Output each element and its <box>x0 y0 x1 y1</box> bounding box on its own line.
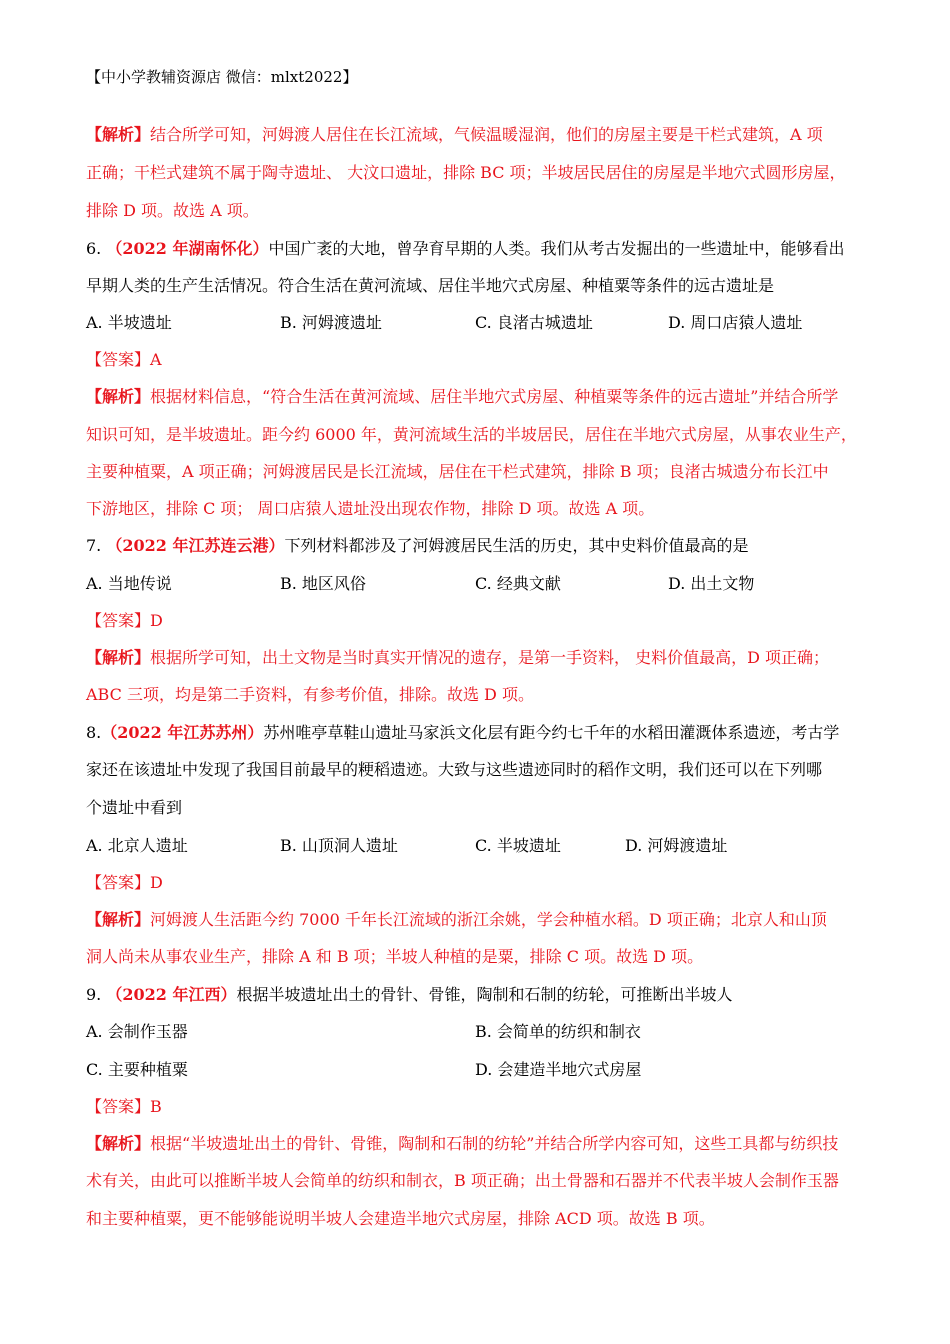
analysis-line: 下游地区，排除 C 项； 周口店猿人遗址没出现农作物，排除 D 项。故选 A 项。 <box>86 499 655 518</box>
analysis-tag: 【解析】 <box>86 1134 151 1153</box>
analysis-line: 【解析】根据“半坡遗址出土的骨针、骨锥，陶制和石制的纺轮”并结合所学内容可知，这些工具都与纺织技 <box>86 1134 839 1153</box>
option-d: D. 周口店猿人遗址 <box>668 313 803 332</box>
option-d: D. 河姆渡遗址 <box>625 836 728 855</box>
option-a: A. 当地传说 <box>86 574 172 593</box>
analysis-line: 【解析】根据所学可知，出土文物是当时真实开情况的遗存，是第一手资料， 史料价值最高，D 项正确； <box>86 648 830 667</box>
option-b: B. 地区风俗 <box>280 574 366 593</box>
answer: 【答案】D <box>86 873 163 892</box>
analysis-line: 【解析】根据材料信息，“符合生活在黄河流域、居住半地穴式房屋、种植粟等条件的远古遗址”并结合所学 <box>86 387 839 406</box>
analysis-tag: 【解析】 <box>86 387 151 406</box>
question-6-stem-cont: 早期人类的生产生活情况。符合生活在黄河流域、居住半地穴式房屋、种植粟等条件的远古遗址是 <box>86 276 775 295</box>
option-a: A. 半坡遗址 <box>86 313 172 332</box>
question-7-stem: 7. （2022 年江苏连云港）下列材料都涉及了河姆渡居民生活的历史，其中史料价值最高的是 <box>86 536 749 555</box>
question-source: （2022 年湖南怀化） <box>106 239 269 258</box>
analysis-line: 【解析】结合所学可知，河姆渡人居住在长江流域，气候温暖湿润，他们的房屋主要是干栏式建筑，A 项 <box>86 125 823 144</box>
answer: 【答案】D <box>86 611 163 630</box>
analysis-line: 主要种植粟，A 项正确；河姆渡居民是长江流域，居住在干栏式建筑，排除 B 项；良渚古城遗分布长江中 <box>86 462 829 481</box>
analysis-line: 术有关，由此可以推断半坡人会简单的纺织和制衣，B 项正确；出土骨器和石器并不代表半坡人会制作玉器 <box>86 1171 839 1190</box>
answer: 【答案】B <box>86 1097 162 1116</box>
question-8-stem-cont: 家还在该遗址中发现了我国目前最早的粳稻遗迹。大致与这些遗迹同时的稻作文明，我们还可以在下列哪 <box>86 760 823 779</box>
page-header: 【中小学教辅资源店 微信：mlxt2022】 <box>86 68 358 86</box>
question-8-stem-cont: 个遗址中看到 <box>86 798 183 817</box>
option-c: C. 良渚古城遗址 <box>475 313 593 332</box>
option-b: B. 山顶洞人遗址 <box>280 836 398 855</box>
analysis-line: 和主要种植粟，更不能够能说明半坡人会建造半地穴式房屋，排除 ACD 项。故选 B 项。 <box>86 1209 715 1228</box>
analysis-line: 【解析】河姆渡人生活距今约 7000 千年长江流域的浙江余姚，学会种植水稻。D 项正确；北京人和山顶 <box>86 910 827 929</box>
analysis-line: 排除 D 项。故选 A 项。 <box>86 201 259 220</box>
analysis-line: ABC 三项，均是第二手资料，有参考价值，排除。故选 D 项。 <box>86 685 534 704</box>
analysis-line: 知识可知，是半坡遗址。距今约 6000 年，黄河流域生活的半坡居民，居住在半地穴式房屋，从事农业生产， <box>86 425 857 444</box>
option-a: A. 北京人遗址 <box>86 836 188 855</box>
question-source: （2022 年江苏苏州） <box>101 723 264 742</box>
analysis-tag: 【解析】 <box>86 125 151 144</box>
question-9-stem: 9. （2022 年江西）根据半坡遗址出土的骨针、骨锥，陶制和石制的纺轮，可推断出半坡人 <box>86 985 733 1004</box>
question-6-stem: 6. （2022 年湖南怀化）中国广袤的大地，曾孕育早期的人类。我们从考古发掘出的一些遗址中，能够看出 <box>86 239 845 258</box>
option-d: D. 会建造半地穴式房屋 <box>475 1060 642 1079</box>
option-b: B. 河姆渡遗址 <box>280 313 382 332</box>
option-b: B. 会简单的纺织和制衣 <box>475 1022 641 1041</box>
analysis-line: 洞人尚未从事农业生产，排除 A 和 B 项；半坡人种植的是粟，排除 C 项。故选 D 项。 <box>86 947 704 966</box>
answer: 【答案】A <box>86 350 162 369</box>
question-source: （2022 年江西） <box>106 985 237 1004</box>
analysis-tag: 【解析】 <box>86 910 151 929</box>
analysis-tag: 【解析】 <box>86 648 151 667</box>
option-a: A. 会制作玉器 <box>86 1022 188 1041</box>
option-c: C. 经典文献 <box>475 574 561 593</box>
analysis-line: 正确；干栏式建筑不属于陶寺遗址、 大汶口遗址，排除 BC 项；半坡居民居住的房屋是半地穴式圆形房屋， <box>86 163 846 182</box>
question-8-stem: 8.（2022 年江苏苏州）苏州唯亭草鞋山遗址马家浜文化层有距今约七千年的水稻田灌溉体系遗迹，考古学 <box>86 723 840 742</box>
option-d: D. 出土文物 <box>668 574 755 593</box>
question-source: （2022 年江苏连云港） <box>106 536 285 555</box>
option-c: C. 主要种植粟 <box>86 1060 188 1079</box>
option-c: C. 半坡遗址 <box>475 836 561 855</box>
